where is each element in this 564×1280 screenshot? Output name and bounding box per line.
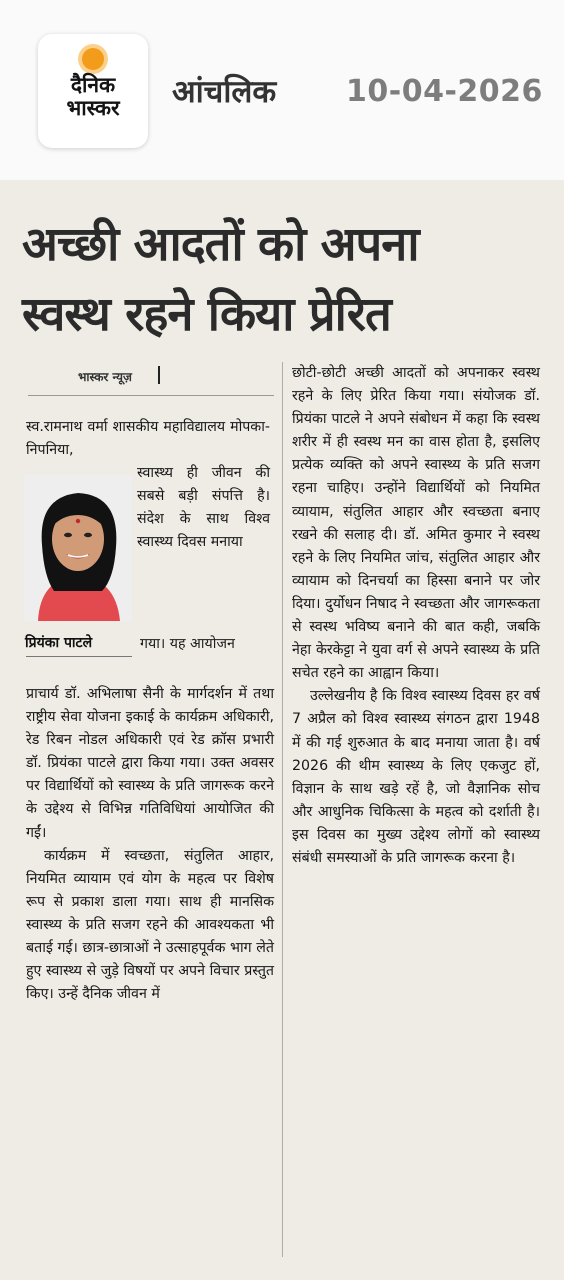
dainik-bhaskar-logo[interactable] <box>38 34 148 148</box>
article-left-column <box>26 683 274 1006</box>
byline-rule <box>28 395 274 396</box>
section-label: आंचलिक <box>172 74 277 110</box>
paragraph: प्राचार्य डॉ. अभिलाषा सैनी के मार्गदर्शन में तथा राष्ट्रीय सेवा योजना इकाई के कार्यक्रम अधिकारी, रेड रिबन नोडल अधिकारी एवं रेड क्रॉस प्रभारी डॉ. प्रियंका पाटले द्वारा किया गया। उक्त अवसर पर विद्यार्थियों को स्वास्थ्य के प्रति जागरूक करने के उद्देश्य से विभिन्न गतिविधियां आयोजित की गईं। <box>26 686 274 841</box>
byline: भास्कर न्यूज़ <box>78 370 132 384</box>
photo-caption: प्रियंका पाटले <box>25 635 93 651</box>
column-separator <box>282 362 283 1257</box>
paragraph: छोटी-छोटी अच्छी आदतों को अपनाकर स्वस्थ रहने के लिए प्रेरित किया गया। संयोजक डॉ. प्रियंका पाटले ने अपने संबोधन में कहा कि स्वस्थ शरीर में ही स्वस्थ मन का वास होता है, इसलिए प्रत्येक व्यक्ति को अपने स्वास्थ्य के प्रति सजग रहना चाहिए। उन्होंने विद्यार्थियों को नियमित व्यायाम, संतुलित आहार और स्वच्छता बनाए रखने की सलाह दी। डॉ. अमित कुमार ने स्वस्थ रहने के लिए नियमित जांच, संतुलित आहार और व्यायाम को दिनचर्या का हिस्सा बनाने पर जोर दिया। दुर्योधन निषाद ने स्वच्छता और जागरूकता से स्वस्थ भविष्य बनाने की बात कही, जबकि नेहा केरकेट्टा ने युवा वर्ग से अपने स्वास्थ्य के प्रति सचेत रहने का आह्वान किया। <box>292 365 540 682</box>
logo-text-line2: भास्कर <box>66 96 120 120</box>
logo-text-line1: दैनिक <box>70 73 116 97</box>
person-photo <box>24 475 132 621</box>
article-right-column <box>292 362 540 870</box>
article-text-beside-caption: गया। यह आयोजन <box>140 636 235 652</box>
publication-date: 10-04-2026 <box>346 74 543 109</box>
paragraph: कार्यक्रम में स्वच्छता, संतुलित आहार, नियमित व्यायाम एवं योग के महत्व पर विशेष रूप से प्रकाश डाला गया। साथ ही मानसिक स्वास्थ्य के प्रति सजग रहने की आवश्यकता भी बताई गई। छात्र-छात्राओं ने उत्साहपूर्वक भाग लेते हुए स्वास्थ्य से जुड़े विषयों पर अपने विचार प्रस्तुत किए। उन्हें दैनिक जीवन में <box>26 847 274 1003</box>
article-intro: स्व.रामनाथ वर्मा शासकीय महाविद्यालय मोपका-निपनिया, <box>26 419 270 459</box>
caption-rule <box>26 656 132 657</box>
headline-line-1: अच्छी आदतों को अपना <box>22 217 419 272</box>
sun-icon <box>82 48 104 70</box>
portrait-illustration <box>24 475 132 621</box>
article-text-beside-photo: स्वास्थ्य ही जीवन की सबसे बड़ी संपत्ति है। संदेश के साथ विश्व स्वास्थ्य दिवस मनाया <box>137 465 270 551</box>
paragraph: उल्लेखनीय है कि विश्व स्वास्थ्य दिवस हर वर्ष 7 अप्रैल को विश्व स्वास्थ्य संगठन द्वारा 1948 में की गई शुरुआत के बाद मनाया जाता है। वर्ष 2026 की थीम स्वास्थ्य के लिए एकजुट हों, विज्ञान के साथ खड़े रहें है, जो वैज्ञानिक सोच और आधुनिक चिकित्सा के महत्व को दर्शाती है। इस दिवस का मुख्य उद्देश्य लोगों को स्वास्थ्य संबंधी समस्याओं के प्रति जागरूक करना है। <box>292 688 540 866</box>
page-header <box>0 0 564 180</box>
headline-line-2: स्वस्थ रहने किया प्रेरित <box>22 287 391 342</box>
byline-divider <box>158 366 160 384</box>
